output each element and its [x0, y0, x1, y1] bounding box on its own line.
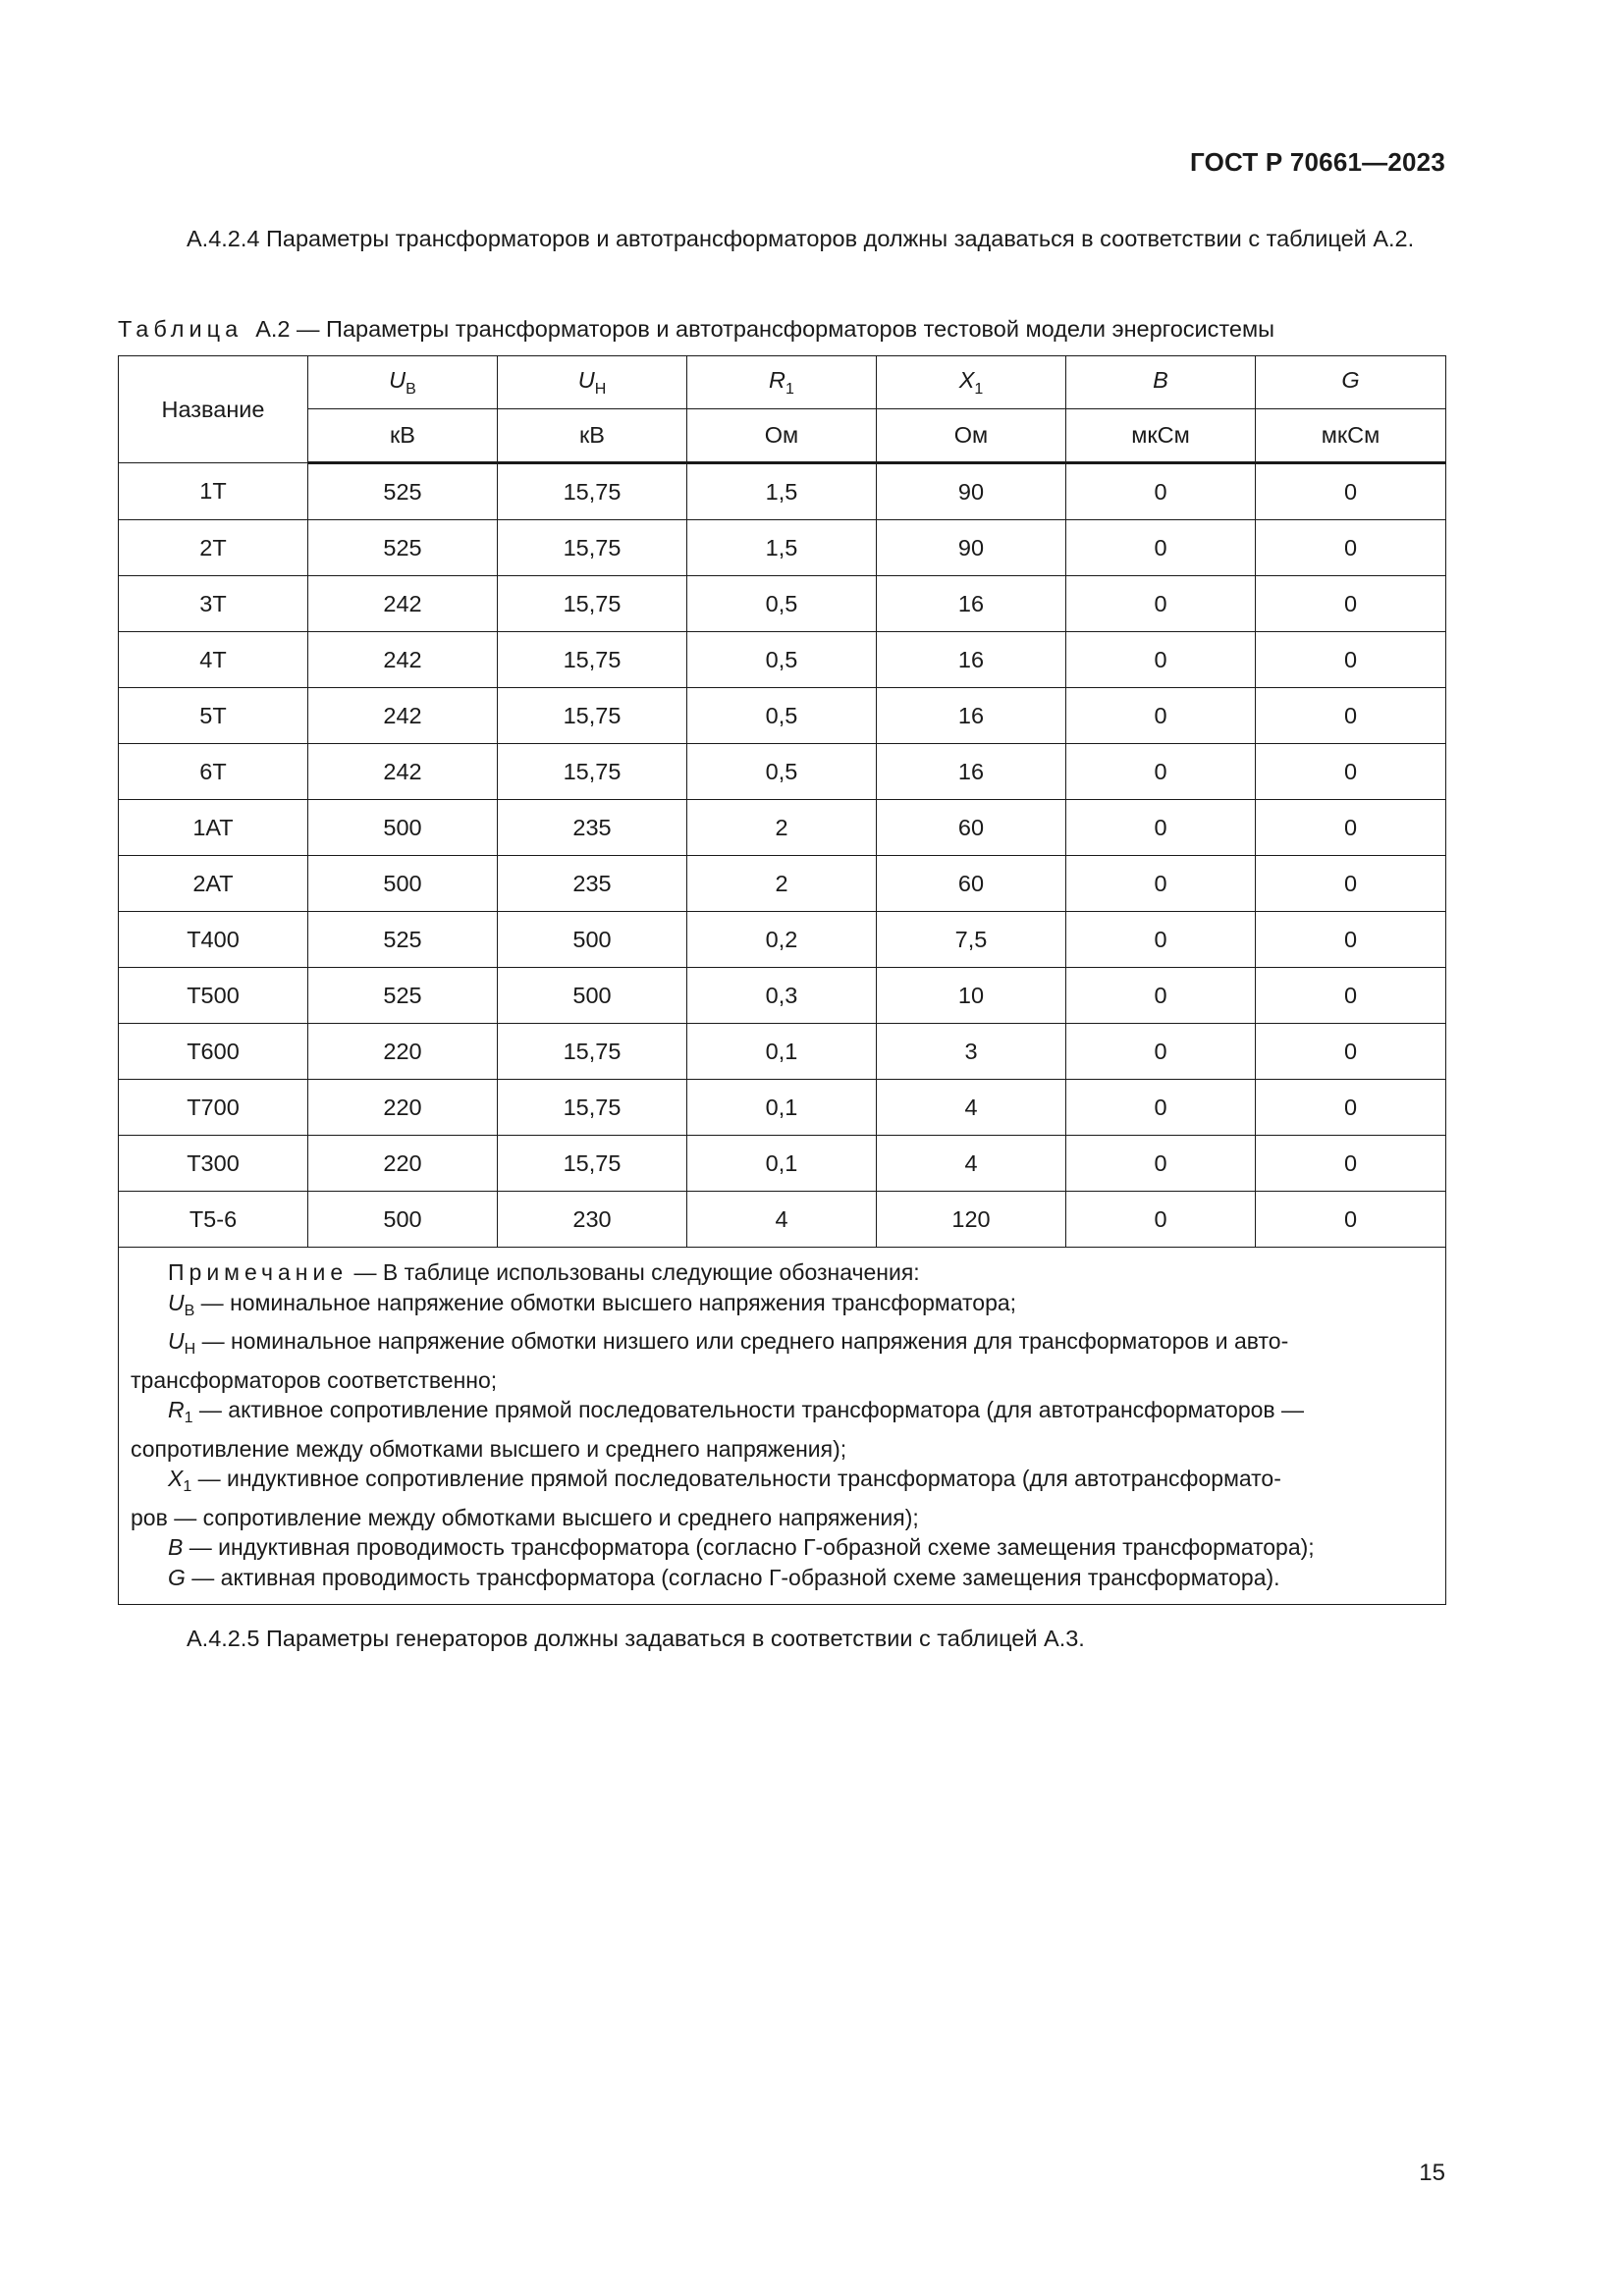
- cell-value: 0: [1066, 1136, 1256, 1192]
- cell-value: 60: [877, 800, 1066, 856]
- cell-value: 15,75: [498, 520, 687, 576]
- note-item-symbol-letter: U: [168, 1289, 185, 1315]
- cell-value: 220: [308, 1136, 498, 1192]
- cell-value: 90: [877, 463, 1066, 520]
- note-item-text: — активная проводимость трансформатора (согласно Г-образной схеме замещения трансформатора).: [185, 1564, 1280, 1590]
- cell-value: 0: [1066, 856, 1256, 912]
- table-caption: [118, 312, 1445, 346]
- cell-value: 0: [1066, 912, 1256, 968]
- cell-value: 15,75: [498, 1136, 687, 1192]
- column-symbol-subscript: В: [406, 380, 416, 398]
- cell-name: Т5-6: [119, 1192, 308, 1248]
- cell-value: 4: [877, 1136, 1066, 1192]
- column-symbol-subscript: 1: [974, 380, 984, 398]
- cell-value: 0: [1066, 688, 1256, 744]
- cell-value: 3: [877, 1024, 1066, 1080]
- column-header-unit: кВ: [498, 409, 687, 463]
- cell-value: 500: [308, 1192, 498, 1248]
- cell-value: 500: [308, 856, 498, 912]
- cell-value: 242: [308, 576, 498, 632]
- column-symbol: [1341, 367, 1359, 393]
- cell-name: 2АТ: [119, 856, 308, 912]
- note-item-symbol-letter: R: [168, 1397, 185, 1422]
- table-row: [119, 856, 1446, 912]
- cell-value: 0,5: [687, 576, 877, 632]
- cell-value: 0: [1256, 688, 1446, 744]
- cell-value: 525: [308, 912, 498, 968]
- cell-value: 1,5: [687, 520, 877, 576]
- cell-value: 0,5: [687, 632, 877, 688]
- column-symbol-subscript: Н: [594, 380, 607, 398]
- note-item-text: — номинальное напряжение обмотки низшего или среднего напряжения для трансформаторов и авто-: [195, 1328, 1289, 1354]
- table-row: [119, 520, 1446, 576]
- cell-name: 3Т: [119, 576, 308, 632]
- cell-value: 525: [308, 520, 498, 576]
- cell-value: 15,75: [498, 1024, 687, 1080]
- cell-value: 0,2: [687, 912, 877, 968]
- cell-name: 4Т: [119, 632, 308, 688]
- table-row: [119, 968, 1446, 1024]
- cell-value: 0: [1256, 856, 1446, 912]
- table-row: [119, 688, 1446, 744]
- page-number: 15: [1419, 2160, 1445, 2186]
- cell-value: 0,1: [687, 1136, 877, 1192]
- table-row: [119, 800, 1446, 856]
- cell-name: Т400: [119, 912, 308, 968]
- note-item-symbol: [168, 1565, 186, 1590]
- paragraph-a424: [118, 222, 1445, 255]
- column-header-unit: мкСм: [1256, 409, 1446, 463]
- note-item-text: — активное сопротивление прямой последовательности трансформатора (для автотрансформаторов —: [192, 1397, 1305, 1422]
- cell-value: 0: [1256, 800, 1446, 856]
- cell-value: 230: [498, 1192, 687, 1248]
- cell-value: 500: [308, 800, 498, 856]
- cell-value: 0: [1256, 912, 1446, 968]
- cell-value: 0,5: [687, 744, 877, 800]
- paragraph-a425: [118, 1622, 1445, 1655]
- cell-value: 0: [1256, 1192, 1446, 1248]
- note-item-symbol: [168, 1328, 196, 1358]
- cell-value: 7,5: [877, 912, 1066, 968]
- note-intro: — В таблице использованы следующие обозначения:: [348, 1259, 920, 1285]
- cell-value: 16: [877, 576, 1066, 632]
- column-symbol-letter: R: [769, 366, 786, 393]
- cell-value: 0: [1066, 576, 1256, 632]
- cell-value: 0: [1256, 1024, 1446, 1080]
- cell-value: 90: [877, 520, 1066, 576]
- cell-value: 242: [308, 744, 498, 800]
- header-row-units: [119, 409, 1446, 463]
- cell-value: 4: [877, 1080, 1066, 1136]
- note-item-symbol-subscript: 1: [184, 1410, 193, 1426]
- cell-value: 525: [308, 463, 498, 520]
- cell-value: 0: [1066, 520, 1256, 576]
- column-header-symbol: [877, 356, 1066, 409]
- column-symbol: [577, 366, 607, 398]
- note-item: [131, 1326, 1434, 1365]
- note-item-symbol: [168, 1397, 193, 1426]
- cell-value: 0: [1256, 1136, 1446, 1192]
- note-item-symbol-letter: X: [168, 1466, 184, 1491]
- column-header-unit: Ом: [687, 409, 877, 463]
- cell-value: 0: [1066, 632, 1256, 688]
- note-item-symbol: [168, 1466, 192, 1495]
- note-item: [131, 1532, 1434, 1563]
- column-header-symbol: [498, 356, 687, 409]
- table-row: [119, 912, 1446, 968]
- cell-value: 0: [1066, 800, 1256, 856]
- column-header-symbol: [308, 356, 498, 409]
- cell-value: 10: [877, 968, 1066, 1024]
- cell-value: 0: [1256, 463, 1446, 520]
- cell-value: 242: [308, 688, 498, 744]
- note-item-text: — индуктивная проводимость трансформатора (согласно Г-образной схеме замещения трансформатора);: [183, 1534, 1315, 1560]
- header-row-symbols: [119, 356, 1446, 409]
- cell-value: 0: [1256, 1080, 1446, 1136]
- cell-value: 500: [498, 912, 687, 968]
- cell-value: 0,1: [687, 1024, 877, 1080]
- table-row: [119, 463, 1446, 520]
- paragraph-a424-text: А.4.2.4 Параметры трансформаторов и автотрансформаторов должны задаваться в соответствии с таблицей А.2.: [187, 226, 1415, 251]
- cell-value: 15,75: [498, 576, 687, 632]
- cell-value: 0: [1066, 1024, 1256, 1080]
- cell-name: Т300: [119, 1136, 308, 1192]
- cell-value: 1,5: [687, 463, 877, 520]
- note-item-symbol: [168, 1534, 183, 1560]
- table-row: [119, 1136, 1446, 1192]
- column-header-unit: кВ: [308, 409, 498, 463]
- cell-value: 220: [308, 1080, 498, 1136]
- cell-name: Т500: [119, 968, 308, 1024]
- cell-value: 0,1: [687, 1080, 877, 1136]
- note-item: [131, 1288, 1434, 1327]
- column-header-symbol: [1256, 356, 1446, 409]
- cell-value: 235: [498, 856, 687, 912]
- note-item-symbol-subscript: Н: [184, 1341, 196, 1358]
- table-row: [119, 632, 1446, 688]
- column-symbol: [958, 366, 984, 398]
- note-item-continuation: ров — сопротивление между обмотками высшего и среднего напряжения);: [131, 1504, 919, 1530]
- column-header-name: Название: [119, 356, 308, 463]
- column-symbol-subscript: 1: [785, 380, 794, 398]
- note-item-symbol-letter: B: [168, 1534, 184, 1560]
- cell-value: 15,75: [498, 463, 687, 520]
- note-item-symbol-subscript: В: [184, 1302, 195, 1319]
- column-header-unit: мкСм: [1066, 409, 1256, 463]
- cell-name: 2Т: [119, 520, 308, 576]
- note-item-symbol-letter: U: [168, 1328, 185, 1354]
- note-item: [131, 1395, 1434, 1434]
- cell-name: Т600: [119, 1024, 308, 1080]
- cell-value: 0,3: [687, 968, 877, 1024]
- table-row: [119, 1024, 1446, 1080]
- table-row: [119, 744, 1446, 800]
- column-header-unit: Ом: [877, 409, 1066, 463]
- cell-value: 16: [877, 688, 1066, 744]
- column-symbol-letter: B: [1153, 366, 1168, 393]
- note-label: Примечание: [168, 1259, 349, 1285]
- cell-value: 0: [1256, 744, 1446, 800]
- cell-value: 0: [1256, 576, 1446, 632]
- cell-value: 0: [1066, 1192, 1256, 1248]
- cell-value: 525: [308, 968, 498, 1024]
- column-header-symbol: [1066, 356, 1256, 409]
- cell-value: 120: [877, 1192, 1066, 1248]
- table-row: [119, 576, 1446, 632]
- cell-value: 242: [308, 632, 498, 688]
- cell-name: 1Т: [119, 463, 308, 520]
- table-row: [119, 1080, 1446, 1136]
- note-item-text: — индуктивное сопротивление прямой последовательности трансформатора (для автотрансформато-: [191, 1466, 1281, 1491]
- cell-value: 0: [1066, 1080, 1256, 1136]
- cell-name: 5Т: [119, 688, 308, 744]
- column-symbol-letter: G: [1341, 366, 1360, 393]
- cell-name: Т700: [119, 1080, 308, 1136]
- transformer-parameters-table: [118, 355, 1446, 1605]
- cell-value: 15,75: [498, 1080, 687, 1136]
- cell-value: 0,5: [687, 688, 877, 744]
- column-symbol-letter: X: [958, 366, 975, 393]
- cell-value: 0: [1066, 744, 1256, 800]
- cell-value: 500: [498, 968, 687, 1024]
- paragraph-a425-text: А.4.2.5 Параметры генераторов должны задаваться в соответствии с таблицей А.3.: [187, 1626, 1085, 1651]
- column-symbol: [769, 366, 794, 398]
- note-item-symbol-letter: G: [168, 1564, 186, 1590]
- column-symbol-letter: U: [389, 366, 406, 393]
- note-item: [131, 1464, 1434, 1503]
- document-code: ГОСТ Р 70661—2023: [1190, 147, 1445, 177]
- cell-value: 0: [1256, 632, 1446, 688]
- cell-value: 15,75: [498, 744, 687, 800]
- table-caption-label: Таблица: [118, 316, 244, 342]
- cell-value: 16: [877, 632, 1066, 688]
- cell-value: 60: [877, 856, 1066, 912]
- table-row: [119, 1192, 1446, 1248]
- note-item-continuation: трансформаторов соответственно;: [131, 1366, 498, 1393]
- note-item: [131, 1563, 1434, 1593]
- note-item-symbol-subscript: 1: [183, 1478, 192, 1495]
- note-intro-line: [131, 1257, 1434, 1288]
- note-item-continuation: сопротивление между обмотками высшего и среднего напряжения);: [131, 1435, 847, 1462]
- cell-value: 235: [498, 800, 687, 856]
- column-header-symbol: [687, 356, 877, 409]
- cell-value: 15,75: [498, 632, 687, 688]
- cell-name: 1АТ: [119, 800, 308, 856]
- note-item-symbol: [168, 1289, 195, 1319]
- cell-value: 4: [687, 1192, 877, 1248]
- note-item-text: — номинальное напряжение обмотки высшего напряжения трансформатора;: [194, 1289, 1017, 1315]
- cell-value: 16: [877, 744, 1066, 800]
- cell-value: 0: [1256, 520, 1446, 576]
- cell-value: 15,75: [498, 688, 687, 744]
- cell-value: 0: [1256, 968, 1446, 1024]
- cell-value: 0: [1066, 968, 1256, 1024]
- cell-value: 0: [1066, 463, 1256, 520]
- cell-value: 220: [308, 1024, 498, 1080]
- table-caption-text: А.2 — Параметры трансформаторов и автотрансформаторов тестовой модели энергосистемы: [255, 316, 1275, 342]
- column-symbol: [1153, 367, 1168, 393]
- cell-value: 2: [687, 856, 877, 912]
- column-symbol: [389, 366, 416, 398]
- table-note-row: [119, 1248, 1446, 1605]
- column-symbol-letter: U: [577, 366, 595, 393]
- cell-name: 6Т: [119, 744, 308, 800]
- cell-value: 2: [687, 800, 877, 856]
- table-note: [119, 1248, 1446, 1605]
